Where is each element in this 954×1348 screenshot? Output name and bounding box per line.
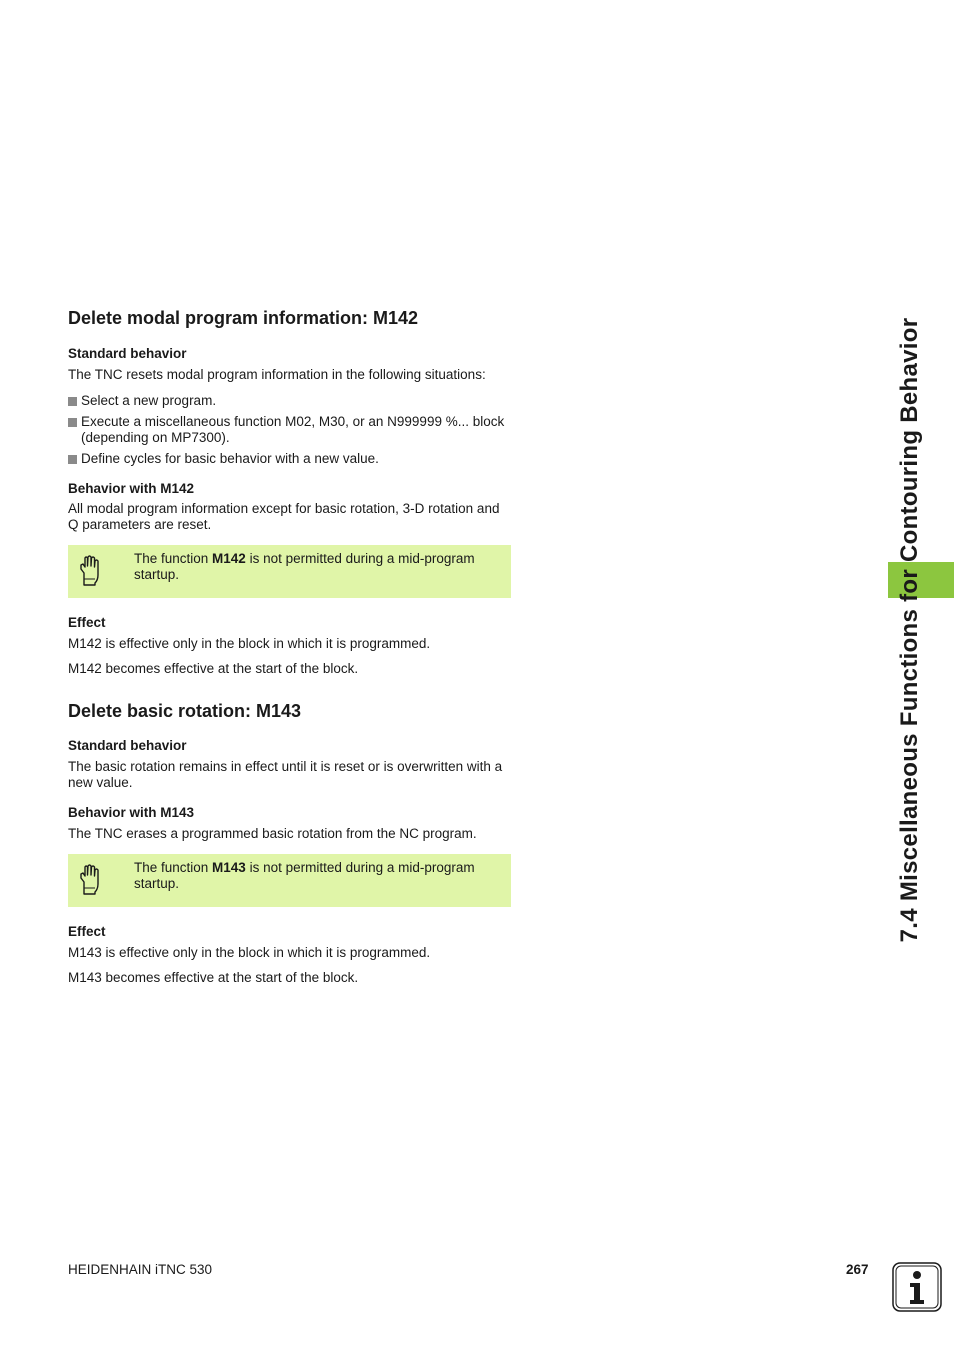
hand-icon [78, 864, 102, 896]
reset-situations-list [68, 393, 513, 472]
effect-heading-m143: Effect [68, 924, 106, 939]
bullet-square-icon [68, 455, 77, 464]
behavior-heading-m143: Behavior with M143 [68, 805, 195, 820]
note-box-m142 [68, 545, 511, 598]
page-number: 267 [846, 1262, 869, 1277]
behavior-heading-m142: Behavior with M142 [68, 481, 195, 496]
effect-text2-m142: M142 becomes effective at the start of the block. [68, 661, 359, 676]
note-text-m143: The function M143 is not permitted during a mid-program startup. [134, 860, 475, 891]
list-item: Execute a miscellaneous function M02, M30, or an N999999 %... block (depending on MP7300). [68, 414, 513, 446]
section-title-m143: Delete basic rotation: M143 [68, 701, 302, 721]
standard-behavior-heading-m142: Standard behavior [68, 346, 187, 361]
note-box-m143 [68, 854, 511, 907]
manual-name: HEIDENHAIN iTNC 530 [68, 1262, 213, 1277]
standard-behavior-text-m143: The basic rotation remains in effect until it is reset or is overwritten with a new value. [68, 759, 503, 790]
hand-icon [78, 555, 102, 587]
bullet-square-icon [68, 397, 77, 406]
note-text-m142: The function M142 is not permitted during a mid-program startup. [134, 551, 475, 582]
list-item: Define cycles for basic behavior with a new value. [68, 451, 513, 467]
behavior-text-m142: All modal program information except for basic rotation, 3-D rotation and Q parameters are reset. [68, 501, 500, 532]
bullet-square-icon [68, 418, 77, 427]
effect-text1-m142: M142 is effective only in the block in which it is programmed. [68, 636, 431, 651]
standard-behavior-text-m142: The TNC resets modal program information in the following situations: [68, 367, 486, 382]
effect-heading-m142: Effect [68, 615, 106, 630]
behavior-text-m143: The TNC erases a programmed basic rotation from the NC program. [68, 826, 477, 841]
info-icon [892, 1262, 942, 1312]
standard-behavior-heading-m143: Standard behavior [68, 738, 187, 753]
effect-text1-m143: M143 is effective only in the block in which it is programmed. [68, 945, 431, 960]
effect-text2-m143: M143 becomes effective at the start of the block. [68, 970, 359, 985]
section-title-m142: Delete modal program information: M142 [68, 308, 419, 328]
list-item: Select a new program. [68, 393, 513, 409]
